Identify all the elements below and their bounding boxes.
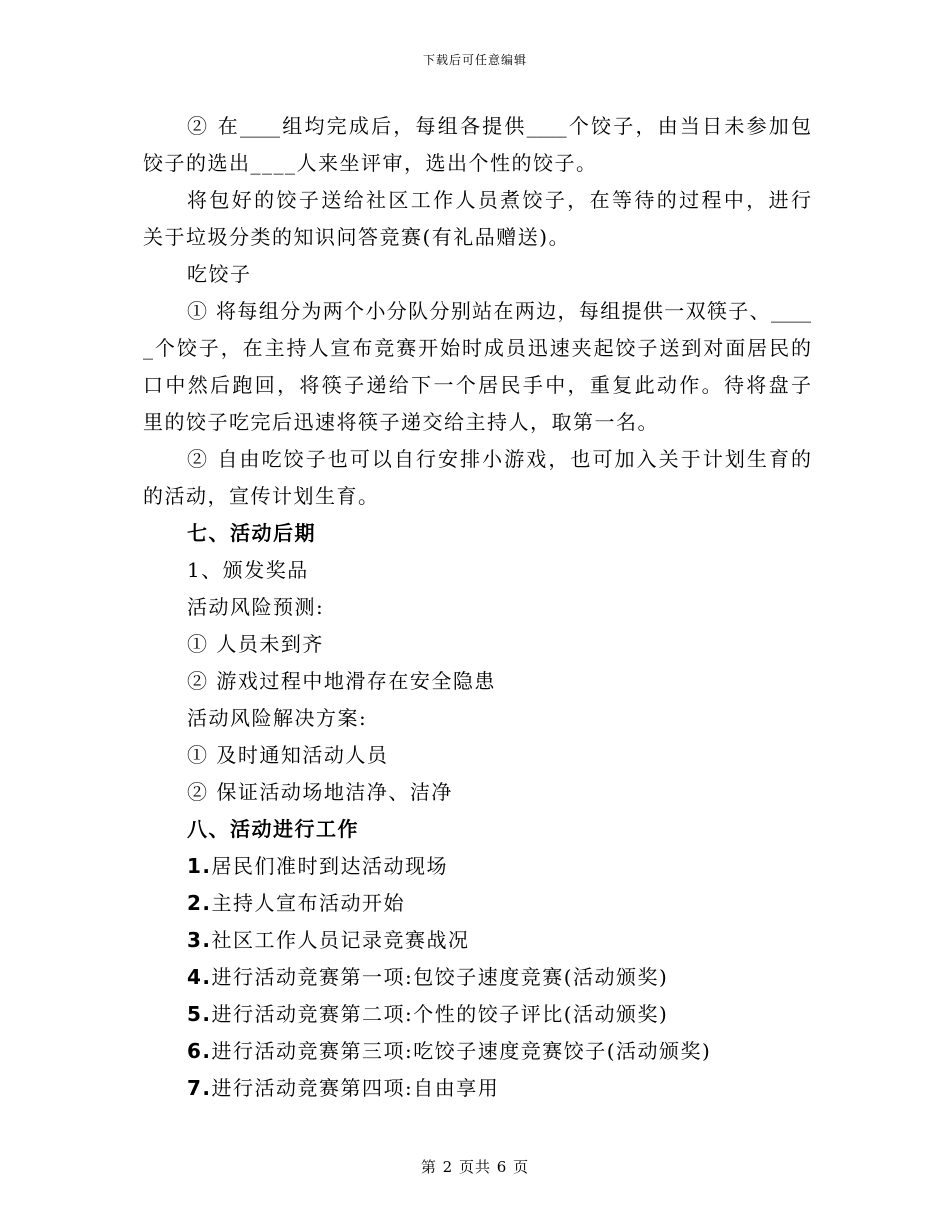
list-text: 进行活动竞赛第一项:包饺子速度竞赛(活动颁奖) <box>211 965 669 989</box>
list-text: 进行活动竞赛第二项:个性的饺子评比(活动颁奖) <box>211 1002 669 1026</box>
list-number: 6. <box>187 1039 212 1063</box>
risk-heading: 活动风险预测: <box>187 595 325 619</box>
list-item <box>143 848 811 885</box>
list-item: 1、颁发奖品 <box>187 558 309 582</box>
paragraph-line: ② 在____组均完成后，每组各提供____个饺子，由当日未参加包 <box>187 114 811 138</box>
list-text: 居民们准时到达活动现场 <box>211 854 449 878</box>
list-number: 1. <box>187 854 212 878</box>
list-number: 2. <box>187 891 212 915</box>
document-body <box>143 108 811 1107</box>
list-text: 进行活动竞赛第三项:吃饺子速度竞赛饺子(活动颁奖) <box>211 1039 712 1063</box>
subheading-eat-dumplings: 吃饺子 <box>187 262 252 286</box>
paragraph-line: _个饺子，在主持人宣布竞赛开始时成员迅速夹起饺子送到对面居民的 <box>143 336 811 360</box>
page-header: 下载后可任意编辑 <box>422 53 527 67</box>
list-item <box>143 885 811 922</box>
section-heading-8: 八、活动进行工作 <box>187 817 359 841</box>
paragraph-line: 口中然后跑回，将筷子递给下一个居民手中，重复此动作。待将盘子 <box>143 373 811 397</box>
list-text: 主持人宣布活动开始 <box>211 891 406 915</box>
paragraph-line: 饺子的选出____人来坐评审，选出个性的饺子。 <box>143 151 598 175</box>
section-heading-7: 七、活动后期 <box>187 521 316 545</box>
paragraph-line: 的活动，宣传计划生育。 <box>143 484 380 508</box>
list-item <box>143 1033 811 1070</box>
list-item: ① 及时通知活动人员 <box>187 743 389 767</box>
page-footer: 第 2 页共 6 页 <box>420 1158 530 1176</box>
list-item <box>143 1070 811 1107</box>
list-item: ② 保证活动场地洁净、洁净 <box>187 780 453 804</box>
list-number: 3. <box>187 928 212 952</box>
paragraph-line: ① 将每组分为两个小分队分别站在两边，每组提供一双筷子、____ <box>187 299 811 323</box>
list-item <box>143 959 811 996</box>
list-item: ② 游戏过程中地滑存在安全隐患 <box>187 669 496 693</box>
list-number: 4. <box>187 965 212 989</box>
list-text: 社区工作人员记录竞赛战况 <box>211 928 470 952</box>
paragraph-line: 里的饺子吃完后迅速将筷子递交给主持人，取第一名。 <box>143 410 659 434</box>
paragraph-line: 关于垃圾分类的知识问答竞赛(有礼品赠送)。 <box>143 225 571 249</box>
paragraph-line: 将包好的饺子送给社区工作人员煮饺子，在等待的过程中，进行 <box>187 188 811 212</box>
paragraph-line: ② 自由吃饺子也可以自行安排小游戏，也可加入关于计划生育的 <box>187 447 811 471</box>
solution-heading: 活动风险解决方案: <box>187 706 368 730</box>
list-number: 5. <box>187 1002 212 1026</box>
list-item <box>143 922 811 959</box>
list-item: ① 人员未到齐 <box>187 632 324 656</box>
list-number: 7. <box>187 1076 212 1100</box>
list-text: 进行活动竞赛第四项:自由享用 <box>211 1076 500 1100</box>
list-item <box>143 996 811 1033</box>
